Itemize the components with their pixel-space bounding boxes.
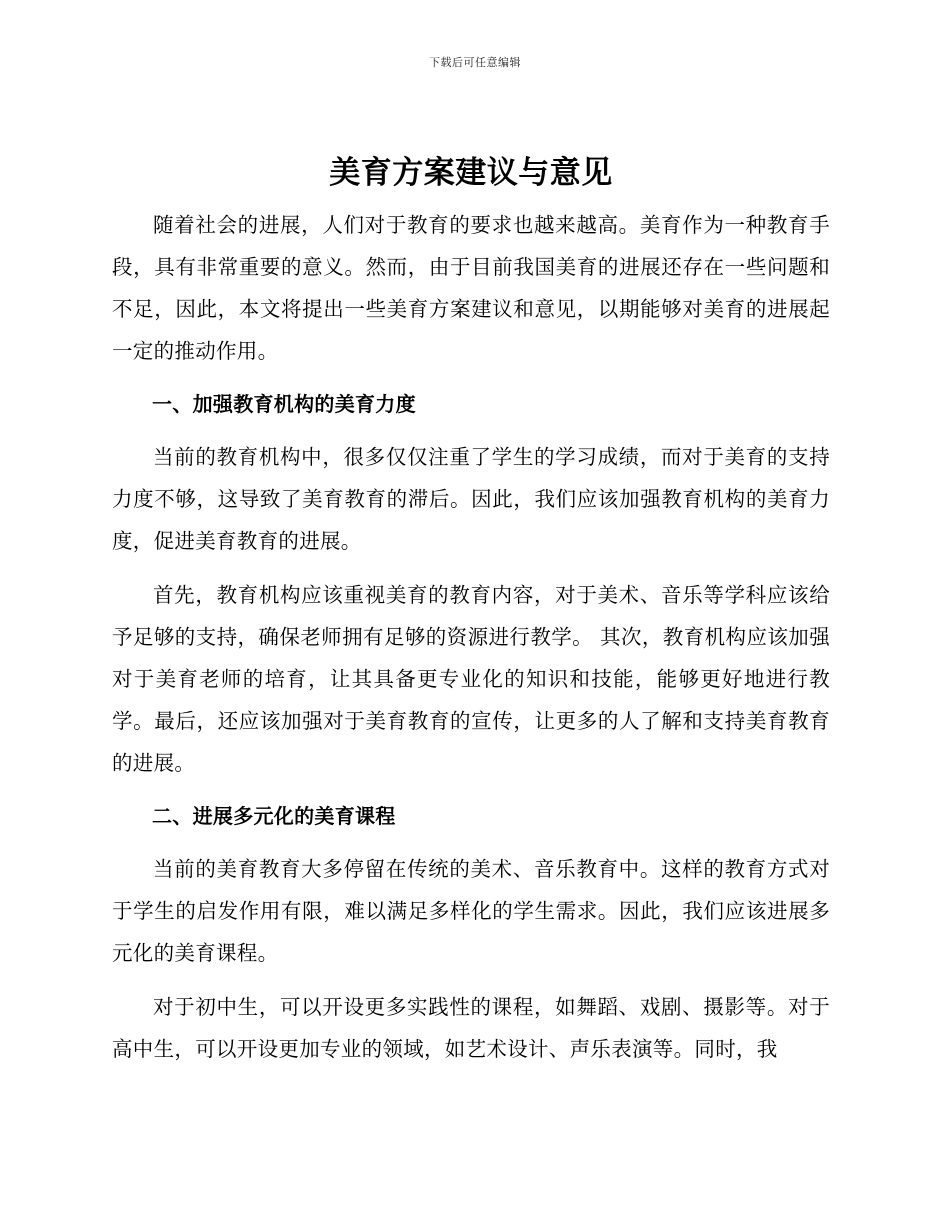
document-title: 美育方案建议与意见: [329, 155, 613, 191]
paragraph-section2-a: 当前的美育教育大多停留在传统的美术、音乐教育中。这样的教育方式对于学生的启发作用有限，难以满足多样化的学生需求。因此，我们应该进展多元化的美育课程。: [112, 857, 830, 965]
section-heading-2: 二、进展多元化的美育课程: [152, 804, 396, 828]
paragraph-intro: 随着社会的进展，人们对于教育的要求也越来越高。美育作为一种教育手段，具有非常重要的意义。然而，由于目前我国美育的进展还存在一些问题和不足，因此，本文将提出一些美育方案建议和意见，以期能够对美育的进展起一定的推动作用。: [112, 213, 830, 363]
paragraph-section2-b: 对于初中生，可以开设更多实践性的课程，如舞蹈、戏剧、摄影等。对于高中生，可以开设更加专业的领域，如艺术设计、声乐表演等。同时，我: [112, 995, 830, 1061]
paragraph-section1-a: 当前的教育机构中，很多仅仅注重了学生的学习成绩，而对于美育的支持力度不够，这导致了美育教育的滞后。因此，我们应该加强教育机构的美育力度，促进美育教育的进展。: [112, 445, 830, 553]
paragraph-section1-b: 首先，教育机构应该重视美育的教育内容，对于美术、音乐等学科应该给予足够的支持，确保老师拥有足够的资源进行教学。 其次，教育机构应该加强对于美育老师的培育，让其具备更专业化的知识和技能，能够更好地进行教学。最后，还应该加强对于美育教育的宣传，让更多的人了解和支持美育教育的进展。: [112, 583, 830, 775]
section-heading-1: 一、加强教育机构的美育力度: [152, 392, 416, 416]
header-note: 下载后可任意编辑: [429, 56, 521, 69]
document-body: [112, 150, 830, 1082]
